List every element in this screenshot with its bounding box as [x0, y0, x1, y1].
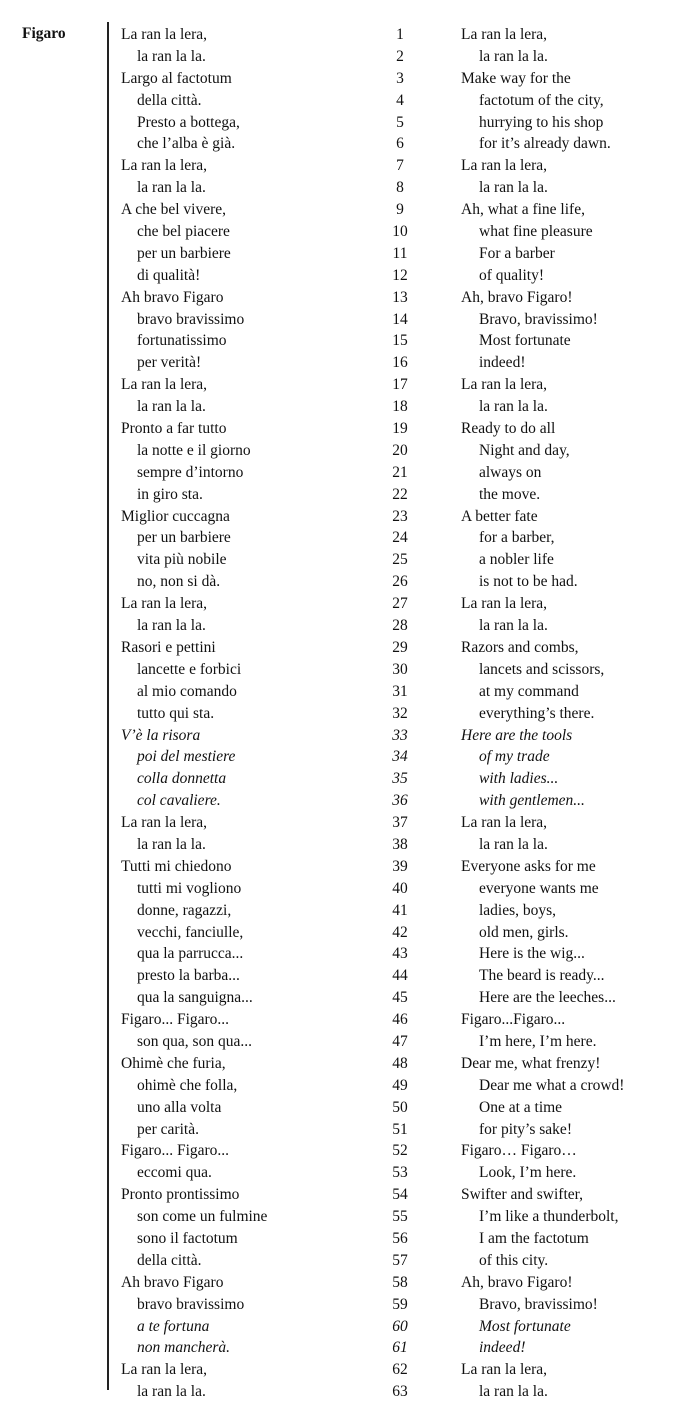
english-text: Figaro… Figaro…: [461, 1142, 577, 1160]
libretto-line: [0, 1140, 688, 1162]
italian-text: ohimè che folla,: [137, 1076, 238, 1094]
line-number: 37: [392, 814, 408, 832]
italian-text: la ran la la.: [137, 617, 206, 635]
italian-text: fortunatissimo: [137, 332, 227, 350]
italian-text: della città.: [137, 91, 202, 109]
italian-text: che bel piacere: [137, 223, 230, 241]
libretto-line: [0, 834, 688, 856]
italian-text: Ah bravo Figaro: [121, 288, 224, 306]
english-text: Make way for the: [461, 69, 571, 87]
line-number: 61: [392, 1339, 408, 1357]
italian-text: Ah bravo Figaro: [121, 1273, 224, 1291]
libretto-line: [0, 571, 688, 593]
libretto-line: [0, 878, 688, 900]
italian-text: Pronto prontissimo: [121, 1186, 240, 1204]
english-text: I’m here, I’m here.: [479, 1032, 597, 1050]
libretto-line: [0, 330, 688, 352]
line-number: 10: [392, 223, 408, 241]
libretto-line: [0, 900, 688, 922]
line-number: 45: [392, 989, 408, 1007]
english-text: Dear me what a crowd!: [479, 1076, 625, 1094]
english-text: factotum of the city,: [479, 91, 604, 109]
line-number: 62: [392, 1361, 408, 1379]
line-number: 46: [392, 1011, 408, 1029]
line-number: 12: [392, 266, 408, 284]
line-number: 43: [392, 945, 408, 963]
italian-text: a te fortuna: [137, 1317, 210, 1335]
italian-text: col cavaliere.: [137, 792, 221, 810]
line-number: 6: [396, 135, 404, 153]
italian-text: no, non si dà.: [137, 573, 221, 591]
libretto-line: [0, 637, 688, 659]
english-text: la ran la la.: [479, 47, 548, 65]
english-text: Razors and combs,: [461, 638, 579, 656]
english-text: Ready to do all: [461, 420, 556, 438]
line-number: 17: [392, 376, 408, 394]
line-number: 63: [392, 1383, 408, 1401]
english-text: Swifter and swifter,: [461, 1186, 584, 1204]
libretto-line: [0, 1337, 688, 1359]
english-text: everyone wants me: [479, 879, 599, 897]
english-text: with ladies...: [479, 770, 559, 788]
line-number: 29: [392, 638, 408, 656]
line-number: 42: [392, 923, 408, 941]
english-text: Here are the tools: [461, 726, 573, 744]
english-text: Look, I’m here.: [479, 1164, 577, 1182]
libretto-line: [0, 1206, 688, 1228]
english-text: lancets and scissors,: [479, 660, 605, 678]
italian-text: in giro sta.: [137, 485, 203, 503]
libretto-line: [0, 352, 688, 374]
libretto-line: [0, 615, 688, 637]
libretto-line: [0, 1359, 688, 1381]
english-text: La ran la lera,: [461, 1361, 548, 1379]
line-number: 50: [392, 1098, 408, 1116]
italian-text: donne, ragazzi,: [137, 901, 232, 919]
line-number: 55: [392, 1208, 408, 1226]
libretto-line: [0, 462, 688, 484]
libretto-line: [0, 484, 688, 506]
libretto-line: [0, 243, 688, 265]
libretto-line: [0, 265, 688, 287]
english-text: Bravo, bravissimo!: [479, 310, 598, 328]
english-text: Here are the leeches...: [479, 989, 616, 1007]
italian-text: Presto a bottega,: [137, 113, 240, 131]
italian-text: tutto qui sta.: [137, 704, 215, 722]
libretto-line: [0, 856, 688, 878]
libretto-line: [0, 725, 688, 747]
english-text: Ah, bravo Figaro!: [461, 288, 573, 306]
italian-text: La ran la lera,: [121, 157, 208, 175]
english-text: with gentlemen...: [479, 792, 585, 810]
libretto-line: [0, 812, 688, 834]
libretto-line: [0, 943, 688, 965]
line-number: 5: [396, 113, 404, 131]
line-number: 39: [392, 857, 408, 875]
italian-text: eccomi qua.: [137, 1164, 212, 1182]
italian-text: la ran la la.: [137, 835, 206, 853]
libretto-line: [0, 440, 688, 462]
libretto-line: [0, 1272, 688, 1294]
italian-text: la notte e il giorno: [137, 441, 251, 459]
line-number: 56: [392, 1229, 408, 1247]
line-number: 23: [392, 507, 408, 525]
english-text: ladies, boys,: [479, 901, 557, 919]
italian-text: sono il factotum: [137, 1229, 238, 1247]
line-number: 41: [392, 901, 408, 919]
english-text: La ran la lera,: [461, 157, 548, 175]
line-number: 36: [392, 792, 408, 810]
italian-text: al mio comando: [137, 682, 237, 700]
italian-text: qua la sanguigna...: [137, 989, 253, 1007]
libretto-line: [0, 199, 688, 221]
libretto-line: [0, 90, 688, 112]
libretto-line: [0, 287, 688, 309]
libretto-line: [0, 1031, 688, 1053]
libretto-line: [0, 24, 688, 46]
libretto-line: [0, 396, 688, 418]
libretto-line: [0, 506, 688, 528]
line-number: 51: [392, 1120, 408, 1138]
english-text: La ran la lera,: [461, 814, 548, 832]
italian-text: La ran la lera,: [121, 595, 208, 613]
italian-text: Largo al factotum: [121, 69, 232, 87]
libretto-line: [0, 703, 688, 725]
libretto-line: [0, 659, 688, 681]
line-number: 2: [396, 47, 404, 65]
line-number: 20: [392, 441, 408, 459]
line-number: 30: [392, 660, 408, 678]
line-number: 59: [392, 1295, 408, 1313]
english-text: everything’s there.: [479, 704, 595, 722]
italian-text: son come un fulmine: [137, 1208, 268, 1226]
english-text: The beard is ready...: [479, 967, 605, 985]
english-text: old men, girls.: [479, 923, 569, 941]
line-number: 54: [392, 1186, 408, 1204]
libretto-line: [0, 768, 688, 790]
italian-text: La ran la lera,: [121, 376, 208, 394]
english-text: for it’s already dawn.: [479, 135, 611, 153]
italian-text: vita più nobile: [137, 551, 227, 569]
line-number: 27: [392, 595, 408, 613]
line-number: 13: [392, 288, 408, 306]
english-text: indeed!: [479, 1339, 526, 1357]
italian-text: tutti mi vogliono: [137, 879, 242, 897]
english-text: Ah, bravo Figaro!: [461, 1273, 573, 1291]
libretto-line: [0, 1381, 688, 1403]
libretto-line: [0, 177, 688, 199]
libretto-line: [0, 155, 688, 177]
english-text: Night and day,: [479, 441, 570, 459]
english-text: I am the factotum: [479, 1229, 589, 1247]
italian-text: vecchi, fanciulle,: [137, 923, 244, 941]
english-text: Most fortunate: [479, 332, 571, 350]
line-number: 19: [392, 420, 408, 438]
line-number: 28: [392, 617, 408, 635]
libretto-line: [0, 527, 688, 549]
italian-text: Miglior cuccagna: [121, 507, 230, 525]
libretto-line: [0, 1184, 688, 1206]
line-number: 22: [392, 485, 408, 503]
line-number: 9: [396, 201, 404, 219]
italian-text: bravo bravissimo: [137, 1295, 245, 1313]
libretto-line: [0, 1097, 688, 1119]
libretto-line: [0, 1119, 688, 1141]
libretto-line: [0, 987, 688, 1009]
libretto-line: [0, 1162, 688, 1184]
english-text: La ran la lera,: [461, 26, 548, 43]
english-text: for pity’s sake!: [479, 1120, 572, 1138]
english-text: Figaro...Figaro...: [461, 1011, 566, 1029]
english-text: For a barber: [479, 244, 555, 262]
libretto-line: [0, 965, 688, 987]
italian-text: Figaro... Figaro...: [121, 1142, 230, 1160]
italian-text: che l’alba è già.: [137, 135, 236, 153]
italian-text: uno alla volta: [137, 1098, 222, 1116]
libretto-line: [0, 1294, 688, 1316]
line-number: 57: [392, 1251, 408, 1269]
line-number: 47: [392, 1032, 408, 1050]
libretto-line: [0, 46, 688, 68]
line-number: 53: [392, 1164, 408, 1182]
line-number: 34: [392, 748, 408, 766]
italian-text: per un barbiere: [137, 244, 231, 262]
english-text: what fine pleasure: [479, 223, 593, 241]
italian-text: lancette e forbici: [137, 660, 242, 678]
italian-text: La ran la lera,: [121, 814, 208, 832]
italian-text: non mancherà.: [137, 1339, 230, 1357]
italian-text: bravo bravissimo: [137, 310, 245, 328]
libretto-line: [0, 374, 688, 396]
line-number: 14: [392, 310, 408, 328]
line-number: 48: [392, 1054, 408, 1072]
line-number: 32: [392, 704, 408, 722]
italian-text: Pronto a far tutto: [121, 420, 227, 438]
libretto-line: [0, 681, 688, 703]
italian-text: per carità.: [137, 1120, 199, 1138]
english-text: Here is the wig...: [479, 945, 585, 963]
english-text: of quality!: [479, 266, 544, 284]
libretto-line: [0, 112, 688, 134]
line-number: 44: [392, 967, 408, 985]
english-text: for a barber,: [479, 529, 555, 547]
line-number: 26: [392, 573, 408, 591]
italian-text: A che bel vivere,: [121, 201, 227, 219]
line-number: 3: [396, 69, 404, 87]
italian-text: Ohimè che furia,: [121, 1054, 226, 1072]
english-text: Bravo, bravissimo!: [479, 1295, 598, 1313]
english-text: of my trade: [479, 748, 550, 766]
italian-text: Figaro... Figaro...: [121, 1011, 230, 1029]
line-number: 1: [396, 26, 404, 43]
line-number: 31: [392, 682, 408, 700]
italian-text: La ran la lera,: [121, 26, 208, 43]
line-number: 4: [396, 91, 404, 109]
libretto-line: [0, 922, 688, 944]
english-text: a nobler life: [479, 551, 554, 569]
libretto-line: [0, 1009, 688, 1031]
english-text: I’m like a thunderbolt,: [479, 1208, 619, 1226]
libretto-line: [0, 790, 688, 812]
english-text: La ran la lera,: [461, 595, 548, 613]
libretto-line: [0, 418, 688, 440]
italian-text: la ran la la.: [137, 1383, 206, 1401]
line-number: 7: [396, 157, 404, 175]
libretto-line: [0, 309, 688, 331]
italian-text: qua la parrucca...: [137, 945, 244, 963]
italian-text: colla donnetta: [137, 770, 227, 788]
line-number: 24: [392, 529, 408, 547]
english-text: Ah, what a fine life,: [461, 201, 585, 219]
libretto-line: [0, 549, 688, 571]
english-text: of this city.: [479, 1251, 549, 1269]
libretto-line: [0, 1053, 688, 1075]
italian-text: la ran la la.: [137, 398, 206, 416]
line-number: 15: [392, 332, 408, 350]
line-number: 11: [392, 244, 408, 262]
italian-text: Tutti mi chiedono: [121, 857, 232, 875]
italian-text: per verità!: [137, 354, 202, 372]
italian-text: la ran la la.: [137, 47, 206, 65]
italian-text: di qualità!: [137, 266, 201, 284]
libretto-line: [0, 221, 688, 243]
english-text: always on: [479, 463, 542, 481]
italian-text: son qua, son qua...: [137, 1032, 252, 1050]
line-number: 8: [396, 179, 404, 197]
libretto-line: [0, 68, 688, 90]
english-text: at my command: [479, 682, 579, 700]
english-text: indeed!: [479, 354, 526, 372]
english-text: Everyone asks for me: [461, 857, 596, 875]
libretto-line: [0, 1316, 688, 1338]
line-number: 33: [392, 726, 408, 744]
line-number: 52: [392, 1142, 408, 1160]
english-text: la ran la la.: [479, 617, 548, 635]
english-text: la ran la la.: [479, 398, 548, 416]
libretto-line: [0, 133, 688, 155]
english-text: la ran la la.: [479, 179, 548, 197]
english-text: La ran la lera,: [461, 376, 548, 394]
line-number: 16: [392, 354, 408, 372]
libretto-line: [0, 1250, 688, 1272]
english-text: la ran la la.: [479, 1383, 548, 1401]
line-number: 40: [392, 879, 408, 897]
line-number: 21: [392, 463, 408, 481]
english-text: the move.: [479, 485, 541, 503]
italian-text: sempre d’intorno: [137, 463, 244, 481]
libretto-line: [0, 746, 688, 768]
italian-text: per un barbiere: [137, 529, 231, 547]
english-text: Most fortunate: [479, 1317, 571, 1335]
line-number: 58: [392, 1273, 408, 1291]
italian-text: la ran la la.: [137, 179, 206, 197]
english-text: is not to be had.: [479, 573, 578, 591]
line-number: 35: [392, 770, 408, 788]
libretto-line: [0, 1228, 688, 1250]
speaker-name: Figaro: [22, 25, 66, 42]
line-number: 49: [392, 1076, 408, 1094]
english-text: A better fate: [461, 507, 538, 525]
english-text: One at a time: [479, 1098, 563, 1116]
italian-text: della città.: [137, 1251, 202, 1269]
libretto-line: [0, 593, 688, 615]
italian-text: V’è la risora: [121, 726, 201, 744]
libretto-lines: [0, 24, 688, 1403]
english-text: la ran la la.: [479, 835, 548, 853]
line-number: 38: [392, 835, 408, 853]
english-text: hurrying to his shop: [479, 113, 604, 131]
line-number: 25: [392, 551, 408, 569]
line-number: 60: [392, 1317, 408, 1335]
line-number: 18: [392, 398, 408, 416]
italian-text: presto la barba...: [137, 967, 240, 985]
italian-text: Rasori e pettini: [121, 638, 216, 656]
english-text: Dear me, what frenzy!: [461, 1054, 601, 1072]
libretto-line: [0, 1075, 688, 1097]
italian-text: poi del mestiere: [137, 748, 236, 766]
italian-text: La ran la lera,: [121, 1361, 208, 1379]
